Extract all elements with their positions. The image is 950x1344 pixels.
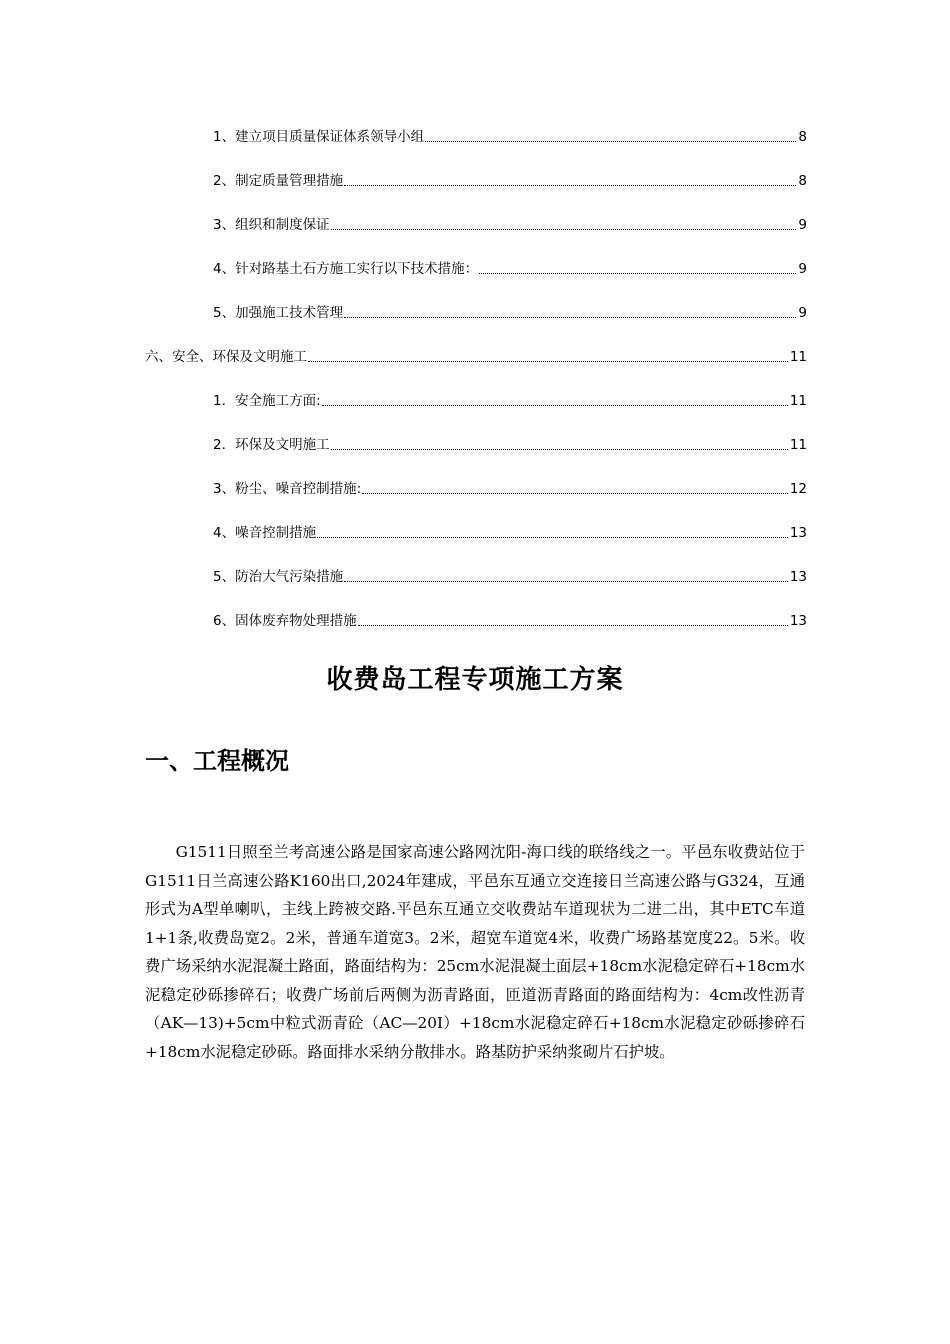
body-paragraph: G1511日照至兰考高速公路是国家高速公路网沈阳-海口线的联络线之一。平邑东收费站位于G1511日兰高速公路K160出口,2024年建成，平邑东互通立交连接日兰高速公路与G324，互通形式为A型单喇叭，主线上跨被交路.平邑东互通立交收费站车道现状为二进二出，其中ETC车道1+1条,收费岛宽2。2米，普通车道宽3。2米，超宽车道宽4米，收费广场路基宽度22。5米。收费广场采纳水泥混凝土路面，路面结构为：25cm水泥混凝土面层+18cm水泥稳定碎石+18cm水泥稳定砂砾掺碎石；收费广场前后两侧为沥青路面，匝道沥青路面的路面结构为：4cm改性沥青（AK—13)+5cm中粒式沥青砼（AC—20I）+18cm水泥稳定碎石+18cm水泥稳定砂砾掺碎石+18cm水泥稳定砂砾。路面排水采纳分散排水。路基防护采纳浆砌片石护坡。 [145,843,805,1061]
toc-entry[interactable] [213,391,807,411]
toc-entry-label: 六、安全、环保及文明施工 [145,349,307,365]
toc-entry-page: 13 [789,569,807,585]
toc-entry[interactable] [213,127,807,147]
toc-entry-label: 4、噪音控制措施 [213,525,317,541]
toc-dot-leader [308,360,788,362]
toc-entry[interactable] [213,611,807,631]
toc-entry-label: 4、针对路基土石方施工实行以下技术措施： [213,261,479,277]
toc-dot-leader [425,140,796,142]
section-heading: 一、工程概况 [145,747,289,775]
toc-entry-label: 2．环保及文明施工 [213,437,330,453]
toc-entry-page: 11 [789,393,807,409]
toc-dot-leader [322,404,788,406]
toc-entry-label: 5、加强施工技术管理 [213,305,344,321]
document-title: 收费岛工程专项施工方案 [326,665,624,695]
toc-entry[interactable] [213,215,807,235]
toc-dot-leader [331,448,788,450]
toc-entry-page: 9 [798,217,807,233]
toc-entry[interactable] [213,435,807,455]
toc-entry[interactable] [213,523,807,543]
toc-dot-leader [479,272,796,274]
toc-entry[interactable] [213,479,807,499]
toc-entry-label: 3、粉尘、噪音控制措施: [213,481,362,497]
toc-chapter-entry[interactable] [145,347,807,367]
toc-entry-page: 9 [798,261,807,277]
toc-entry-label: 5、防治大气污染措施 [213,569,344,585]
toc-entry-label: 6、固体废弃物处理措施 [213,613,357,629]
toc-entry-page: 12 [789,481,807,497]
toc-dot-leader [344,184,796,186]
toc-entry-page: 13 [789,525,807,541]
toc-dot-leader [362,492,788,494]
toc-dot-leader [317,536,788,538]
toc-entry-label: 2、制定质量管理措施 [213,173,344,189]
toc-entry[interactable] [213,567,807,587]
toc-entry-page: 8 [798,129,807,145]
toc-entry-page: 11 [789,349,807,365]
toc-entry-label: 3、组织和制度保证 [213,217,330,233]
toc-entry[interactable] [213,303,807,323]
toc-dot-leader [344,316,796,318]
toc-entry-label: 1．安全施工方面: [213,393,321,409]
toc-entry[interactable] [213,171,807,191]
toc-dot-leader [344,580,788,582]
toc-dot-leader [331,228,797,230]
toc-entry-page: 9 [798,305,807,321]
toc-entry-page: 13 [789,613,807,629]
toc-dot-leader [358,624,788,626]
toc-entry-page: 8 [798,173,807,189]
toc-entry-page: 11 [789,437,807,453]
toc-entry-label: 1、建立项目质量保证体系领导小组 [213,129,425,145]
toc-entry[interactable] [213,259,807,279]
